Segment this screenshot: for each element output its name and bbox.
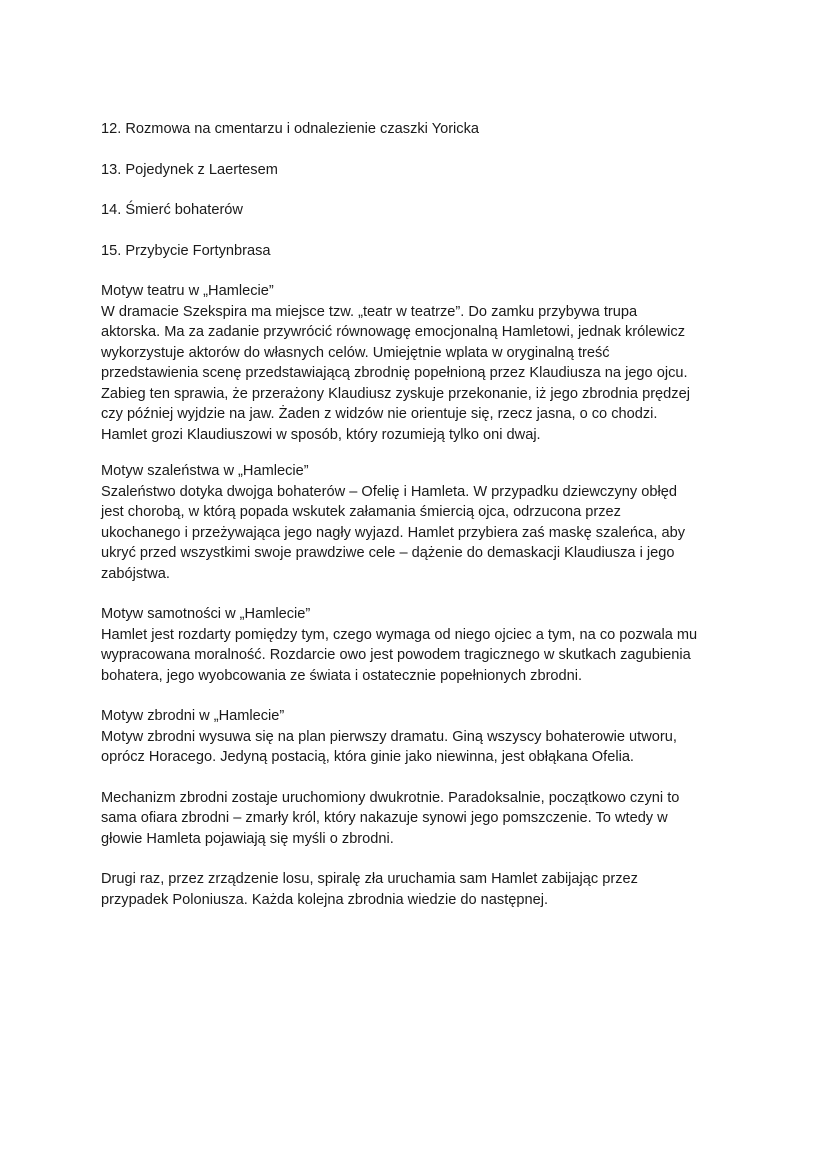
paragraph-line: aktorska. Ma za zadanie przywrócić równowagę emocjonalną Hamletowi, jednak królewicz [101,324,686,340]
paragraph-line: ukochanego i przeżywająca jego nagły wyjazd. Hamlet przybiera zaś maskę szaleńca, aby [101,525,686,541]
list-item: 14. Śmierć bohaterów [101,202,243,218]
paragraph-line: bohatera, jego wyobcowania ze świata i ostatecznie popełnionych zbrodni. [101,668,583,684]
paragraph-line: Motyw zbrodni wysuwa się na plan pierwszy dramatu. Giną wszyscy bohaterowie utworu, [101,729,677,745]
paragraph-line: zabójstwa. [101,566,170,582]
section-heading-theatre: Motyw teatru w „Hamlecie” [101,283,274,299]
paragraph-line: Hamlet grozi Klaudiuszowi w sposób, który rozumieją tylko oni dwaj. [101,427,541,443]
paragraph-line: W dramacie Szekspira ma miejsce tzw. „teatr w teatrze”. Do zamku przybywa trupa [101,304,638,320]
paragraph-line: Zabieg ten sprawia, że przerażony Klaudiusz zyskuje przekonanie, iż jego zbrodnia prędzej [101,386,690,402]
paragraph-line: Drugi raz, przez zrządzenie losu, spiralę zła uruchamia sam Hamlet zabijając przez [101,871,638,887]
paragraph-line: sama ofiara zbrodni – zmarły król, który nakazuje synowi jego pomszczenie. To wtedy w [101,810,668,826]
paragraph-line: przedstawienia scenę przedstawiającą zbrodnię popełnioną przez Klaudiusza na jego ojcu. [101,365,688,381]
paragraph-line: Mechanizm zbrodni zostaje uruchomiony dwukrotnie. Paradoksalnie, początkowo czyni to [101,790,680,806]
section-heading-crime: Motyw zbrodni w „Hamlecie” [101,708,285,724]
paragraph-line: jest chorobą, w którą popada wskutek załamania śmiercią ojca, odrzucona przez [101,504,621,520]
paragraph-line: oprócz Horacego. Jedyną postacią, która ginie jako niewinna, jest obłąkana Ofelia. [101,749,634,765]
paragraph-line: głowie Hamleta pojawiają się myśli o zbrodni. [101,831,394,847]
section-heading-loneliness: Motyw samotności w „Hamlecie” [101,606,311,622]
paragraph-line: czy później wyjdzie na jaw. Żaden z widzów nie orientuje się, rzecz jasna, o co chodzi. [101,406,658,422]
section-heading-madness: Motyw szaleństwa w „Hamlecie” [101,463,309,479]
paragraph-line: ukryć przed wszystkimi swoje prawdziwe cele – dążenie do demaskacji Klaudiusza i jego [101,545,675,561]
paragraph-line: wykorzystuje aktorów do własnych celów. Umiejętnie wplata w oryginalną treść [101,345,610,361]
paragraph-line: wypracowana moralność. Rozdarcie owo jest powodem tragicznego w skutkach zagubienia [101,647,691,663]
list-item: 13. Pojedynek z Laertesem [101,162,278,178]
paragraph-line: Szaleństwo dotyka dwojga bohaterów – Ofelię i Hamleta. W przypadku dziewczyny obłęd [101,484,677,500]
list-item: 12. Rozmowa na cmentarzu i odnalezienie czaszki Yoricka [101,121,480,137]
paragraph-line: Hamlet jest rozdarty pomiędzy tym, czego wymaga od niego ojciec a tym, na co pozwala mu [101,627,698,643]
paragraph-line: przypadek Poloniusza. Każda kolejna zbrodnia wiedzie do następnej. [101,892,549,908]
list-item: 15. Przybycie Fortynbrasa [101,243,271,259]
